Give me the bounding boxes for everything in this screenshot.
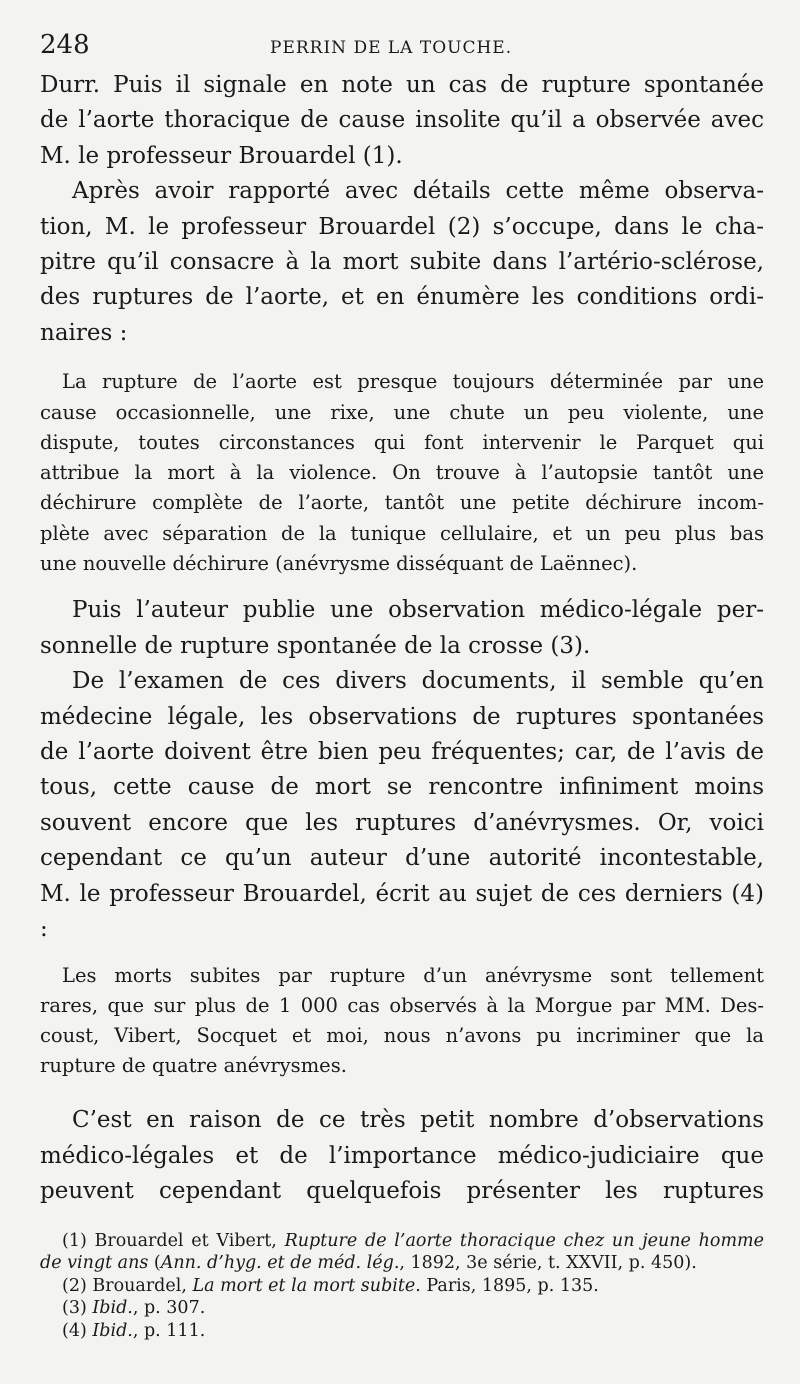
footnote-1-mid: ( xyxy=(148,1253,161,1274)
footnote-4-tail: , p. 111. xyxy=(132,1320,206,1341)
footnote-3-tail: , p. 307. xyxy=(132,1298,206,1319)
text-line: tion, M. le professeur Brouardel (2) s’occupe, dans le cha- xyxy=(40,213,764,240)
footnote-2 xyxy=(40,1275,764,1298)
block-quote-2 xyxy=(40,961,764,1081)
footnote-4-title: Ibid. xyxy=(92,1320,133,1341)
footnotes xyxy=(40,1230,764,1343)
text-line: Puis l’auteur publie une observation médico-légale per- xyxy=(72,597,764,624)
text-line: C’est en raison de ce très petit nombre d’observations xyxy=(72,1107,764,1134)
text-line: M. le professeur Brouardel, écrit au sujet de ces derniers (4) : xyxy=(40,880,764,942)
text-line: Après avoir rapporté avec détails cette même observa- xyxy=(72,178,764,205)
text-line: médico-légales et de l’importance médico-judiciaire que xyxy=(40,1142,764,1169)
footnote-3-lead: (3) xyxy=(62,1298,93,1319)
text-line: souvent encore que les ruptures d’anévrysmes. Or, voici xyxy=(40,809,764,836)
text-line: médecine légale, les observations de ruptures spontanées xyxy=(40,703,764,730)
quote-line: attribue la mort à la violence. On trouve à l’autopsie tantôt une xyxy=(40,461,764,485)
block-quote-1 xyxy=(40,367,764,579)
text-line: des ruptures de l’aorte, et en énumère les conditions ordi- xyxy=(40,284,764,311)
footnote-1-title: Rupture de l’aorte thoracique chez un jeune homme de vingt ans xyxy=(40,1230,764,1274)
footnote-1-journal: Ann. d’hyg. et de méd. lég. xyxy=(160,1253,400,1274)
footnote-2-title: La mort et la mort subite xyxy=(192,1275,416,1296)
page-number: 248 xyxy=(40,30,90,60)
text-line: cependant ce qu’un auteur d’une autorité incontestable, xyxy=(40,845,764,872)
quote-line: plète avec séparation de la tunique cellulaire, et un peu plus bas xyxy=(40,521,764,545)
quote-line: La rupture de l’aorte est presque toujours déterminée par une xyxy=(62,370,764,394)
running-head: PERRIN DE LA TOUCHE. xyxy=(270,38,513,58)
quote-line: une nouvelle déchirure (anévrysme disséquant de Laënnec). xyxy=(40,552,638,576)
footnote-2-lead: (2) Brouardel, xyxy=(62,1275,193,1296)
paragraph-1 xyxy=(40,68,764,174)
footnote-1 xyxy=(40,1230,764,1275)
text-line: M. le professeur Brouardel (1). xyxy=(40,142,403,169)
book-page xyxy=(40,30,764,1342)
text-line: peuvent cependant quelquefois présenter les ruptures xyxy=(40,1178,764,1205)
text-line: De l’examen de ces divers documents, il semble qu’en xyxy=(72,668,764,695)
quote-line: Les morts subites par rupture d’un anévrysme sont tellement xyxy=(62,964,764,988)
text-line: de l’aorte doivent être bien peu fréquentes; car, de l’avis de xyxy=(40,738,764,765)
quote-line: coust, Vibert, Socquet et moi, nous n’avons pu incriminer que la xyxy=(40,1024,764,1048)
footnote-4 xyxy=(40,1320,764,1343)
text-line: de l’aorte thoracique de cause insolite qu’il a observée avec xyxy=(40,107,764,134)
paragraph-2 xyxy=(40,174,764,351)
paragraph-4 xyxy=(40,664,764,947)
text-line: Durr. Puis il signale en note un cas de rupture spontanée xyxy=(40,72,764,98)
footnote-1-lead: (1) Brouardel et Vibert, xyxy=(62,1230,285,1251)
quote-line: rupture de quatre anévrysmes. xyxy=(40,1054,347,1078)
text-line: pitre qu’il consacre à la mort subite dans l’artério-sclérose, xyxy=(40,249,764,276)
quote-line: dispute, toutes circonstances qui font intervenir le Parquet qui xyxy=(40,430,764,454)
footnote-4-lead: (4) xyxy=(62,1320,93,1341)
text-line: tous, cette cause de mort se rencontre infiniment moins xyxy=(40,774,764,801)
footnote-1-tail: , 1892, 3e série, t. XXVII, p. 450). xyxy=(399,1253,697,1274)
text-line: sonnelle de rupture spontanée de la crosse (3). xyxy=(40,632,591,659)
text-line: naires : xyxy=(40,319,128,346)
footnote-2-tail: . Paris, 1895, p. 135. xyxy=(415,1275,599,1296)
footnote-3-title: Ibid. xyxy=(92,1298,133,1319)
quote-line: cause occasionnelle, une rixe, une chute un peu violente, une xyxy=(40,400,764,424)
quote-line: rares, que sur plus de 1 000 cas observés à la Morgue par MM. Des- xyxy=(40,994,764,1018)
paragraph-3 xyxy=(40,593,764,664)
paragraph-5 xyxy=(40,1103,764,1209)
quote-line: déchirure complète de l’aorte, tantôt une petite déchirure incom- xyxy=(40,491,764,515)
footnote-3 xyxy=(40,1297,764,1320)
page-header xyxy=(40,30,764,68)
